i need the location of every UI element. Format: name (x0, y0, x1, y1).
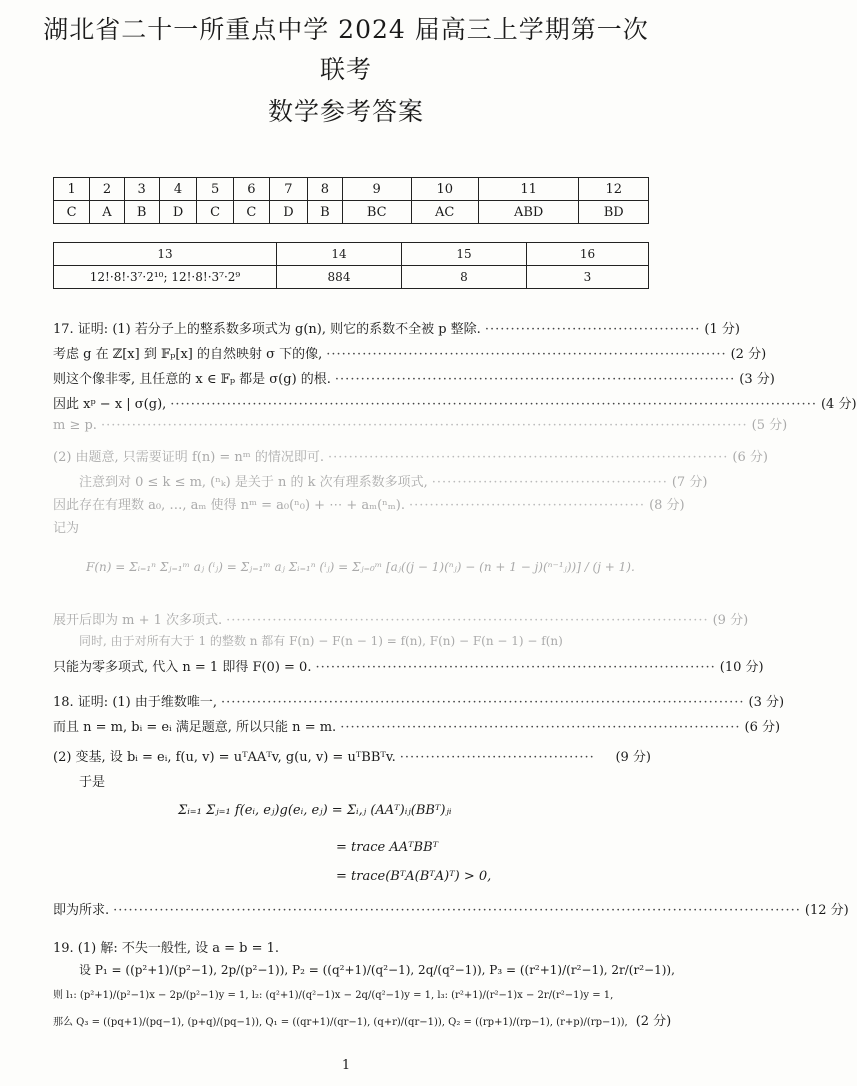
line-text: 于是 (79, 775, 106, 790)
line-text: 则 l₁: (p²+1)/(p²−1)x − 2p/(p²−1)y = 1, l₂: (q²+1)/(q²−1)x − 2q/(q²−1)y = 1, l₃: (r²+1)/(r²−1)x − 2r/(r²−1)y = 1, (53, 990, 614, 1001)
q17-line (53, 414, 788, 433)
line-text: 那么 Q₃ = ((pq+1)/(pq−1), (p+q)/(pq−1)), Q₁ = ((qr+1)/(qr−1), (q+r)/(qr−1)), Q₂ = ((rp+1)/(rp−1), (r+p)/(rp−1)), (53, 1017, 628, 1028)
q17-line (53, 343, 767, 362)
q18-equation-3: = trace(BᵀA(BᵀA)ᵀ) > 0, (336, 869, 492, 884)
choice-number-row (54, 178, 649, 201)
table-cell: C (197, 201, 233, 224)
q17-line (53, 632, 651, 649)
table-cell: 8 (402, 266, 527, 289)
line-text: 设 P₁ = ((p²+1)/(p²−1), 2p/(p²−1)), P₂ = ((q²+1)/(q²−1), 2q/(q²−1)), P₃ = ((r²+1)/(r²−1), 2r/(r²−1)), (79, 963, 675, 977)
leader-dots: ······························································································································ (100, 418, 748, 433)
score: (2 分) (635, 1014, 672, 1029)
table-cell: 13 (54, 243, 277, 266)
line-text: (2) 由题意, 只需要证明 f(n) = nᵐ 的情况即可. (53, 450, 325, 465)
q17-line (53, 318, 740, 337)
score: (10 分) (719, 660, 764, 675)
line-text: 则这个像非零, 且任意的 x ∈ 𝔽ₚ 都是 σ(g) 的根. (53, 372, 331, 387)
title-line-2: 联考 (319, 55, 372, 84)
q17-formula: F(n) = Σᵢ₌₁ⁿ Σⱼ₌₁ᵐ aⱼ (ⁱⱼ) = Σⱼ₌₁ᵐ aⱼ Σᵢ₌₁ⁿ (ⁱⱼ) = Σⱼ₌₀ᵐ [aⱼ((j − 1)(ⁿⱼ) − (n + 1 − j)(ⁿ⁻¹ⱼ))] / (j + 1). (86, 560, 635, 574)
table-cell: 15 (402, 243, 527, 266)
line-text: 19. (1) 解: 不失一般性, 设 a = b = 1. (53, 941, 280, 956)
score: (3 分) (739, 372, 775, 387)
score: (8 分) (649, 498, 685, 513)
score: (2 分) (730, 347, 767, 362)
table-cell: A (90, 201, 124, 224)
line-text: 因此 xᵖ − x | σ(g), (53, 397, 167, 412)
table-cell: B (124, 201, 159, 224)
table-cell: 3 (527, 266, 649, 289)
table-cell: 3 (124, 178, 159, 201)
q18-line (53, 899, 849, 918)
q18-line (53, 691, 785, 710)
line-text: (2) 变基, 设 bᵢ = eᵢ, f(u, v) = uᵀAAᵀv, g(u, v) = uᵀBBᵀv. (53, 750, 396, 765)
fill-number-row (54, 243, 649, 266)
score: (4 分) (820, 397, 857, 412)
table-cell: 11 (478, 178, 579, 201)
table-cell: B (307, 201, 342, 224)
line-text: 展开后即为 m + 1 次多项式. (53, 613, 223, 628)
score: (9 分) (615, 750, 651, 765)
score: (1 分) (704, 322, 740, 337)
line-text: 考虑 g 在 ℤ[x] 到 𝔽ₚ[x] 的自然映射 σ 下的像, (53, 347, 323, 362)
score: (5 分) (751, 418, 788, 433)
leader-dots: ·············································································· (315, 660, 716, 675)
score: (12 分) (804, 903, 849, 918)
fill-answer-row (54, 266, 649, 289)
score: (7 分) (671, 475, 708, 490)
line-text: 只能为零多项式, 代入 n = 1 即得 F(0) = 0. (53, 660, 312, 675)
q17-line (53, 656, 764, 675)
leader-dots: ······································ (399, 750, 595, 765)
leader-dots: ······························································································ (226, 613, 709, 628)
leader-dots: ······································································································ (221, 695, 745, 710)
leader-dots: ·············································································· (326, 347, 727, 362)
leader-dots: ······································································································································ (113, 903, 801, 918)
table-cell: D (159, 201, 197, 224)
score: (6 分) (732, 450, 768, 465)
leader-dots: ·············································································· (334, 372, 736, 387)
choice-answer-table (53, 177, 649, 224)
q18-line (53, 746, 651, 765)
q17-line (53, 393, 857, 412)
title-line-1: 湖北省二十一所重点中学 2024 届高三上学期第一次 (43, 15, 649, 44)
leader-dots: ·············································································· (328, 450, 729, 465)
q18-equation-1: Σᵢ₌₁ Σⱼ₌₁ f(eᵢ, eⱼ)g(eᵢ, eⱼ) = Σᵢ,ⱼ (AAᵀ)ᵢⱼ(BBᵀ)ⱼᵢ (178, 803, 452, 818)
line-text: 18. 证明: (1) 由于维数唯一, (53, 695, 217, 710)
table-cell: 10 (411, 178, 478, 201)
q19-line (53, 961, 675, 978)
q19-line (53, 937, 651, 956)
table-cell: C (233, 201, 269, 224)
choice-answer-row (54, 201, 649, 224)
table-cell: ABD (478, 201, 579, 224)
line-text: 17. 证明: (1) 若分子上的整系数多项式为 g(n), 则它的系数不全被 p 整除. (53, 322, 481, 337)
table-cell: 8 (307, 178, 342, 201)
q18-line (53, 771, 651, 790)
score: (9 分) (712, 613, 749, 628)
q17-line (53, 494, 685, 513)
q17-line (53, 609, 749, 628)
table-cell: 2 (90, 178, 124, 201)
table-cell: 5 (197, 178, 233, 201)
page-number: 1 (341, 1058, 351, 1073)
table-cell: AC (411, 201, 478, 224)
line-text: 因此存在有理数 a₀, …, aₘ 使得 nᵐ = a₀(ⁿ₀) + ⋯ + aₘ(ⁿₘ). (53, 498, 405, 513)
line-text: 注意到对 0 ≤ k ≤ m, (ⁿₖ) 是关于 n 的 k 次有理系数多项式, (79, 475, 428, 490)
q18-line (53, 716, 781, 735)
line-text: m ≥ p. (53, 418, 97, 433)
score: (3 分) (748, 695, 785, 710)
line-text: 同时, 由于对所有大于 1 的整数 n 都有 F(n) − F(n − 1) = f(n), F(n) − F(n − 1) − f(n) (79, 634, 563, 648)
table-cell: D (270, 201, 308, 224)
table-cell: 12!·8!·3⁷·2¹⁰; 12!·8!·3⁷·2⁹ (54, 266, 277, 289)
q19-line (53, 1010, 672, 1029)
leader-dots: ·············································· (431, 475, 668, 490)
leader-dots: ·············································· (408, 498, 646, 513)
table-cell: 14 (277, 243, 402, 266)
q17-line (53, 368, 775, 387)
table-cell: 16 (527, 243, 649, 266)
line-text: 而且 n = m, bᵢ = eᵢ 满足题意, 所以只能 n = m. (53, 720, 337, 735)
table-cell: BD (579, 201, 649, 224)
q18-equation-2: = trace AAᵀBBᵀ (336, 840, 439, 855)
q19-line (53, 986, 651, 1001)
table-cell: 9 (342, 178, 411, 201)
table-cell: 884 (277, 266, 402, 289)
leader-dots: ·········································· (484, 322, 701, 337)
fill-answer-table (53, 242, 649, 289)
table-cell: BC (342, 201, 411, 224)
table-cell: C (54, 201, 90, 224)
table-cell: 7 (270, 178, 308, 201)
table-cell: 12 (579, 178, 649, 201)
table-cell: 1 (54, 178, 90, 201)
leader-dots: ······························································································································ (170, 397, 817, 412)
line-text: 即为所求. (53, 903, 110, 918)
score: (6 分) (744, 720, 781, 735)
table-cell: 4 (159, 178, 197, 201)
title-line-3: 数学参考答案 (267, 97, 424, 126)
q17-line (53, 446, 768, 465)
q17-line (53, 517, 651, 536)
leader-dots: ·············································································· (340, 720, 741, 735)
q17-line (53, 471, 708, 490)
table-cell: 6 (233, 178, 269, 201)
line-text: 记为 (53, 521, 80, 536)
